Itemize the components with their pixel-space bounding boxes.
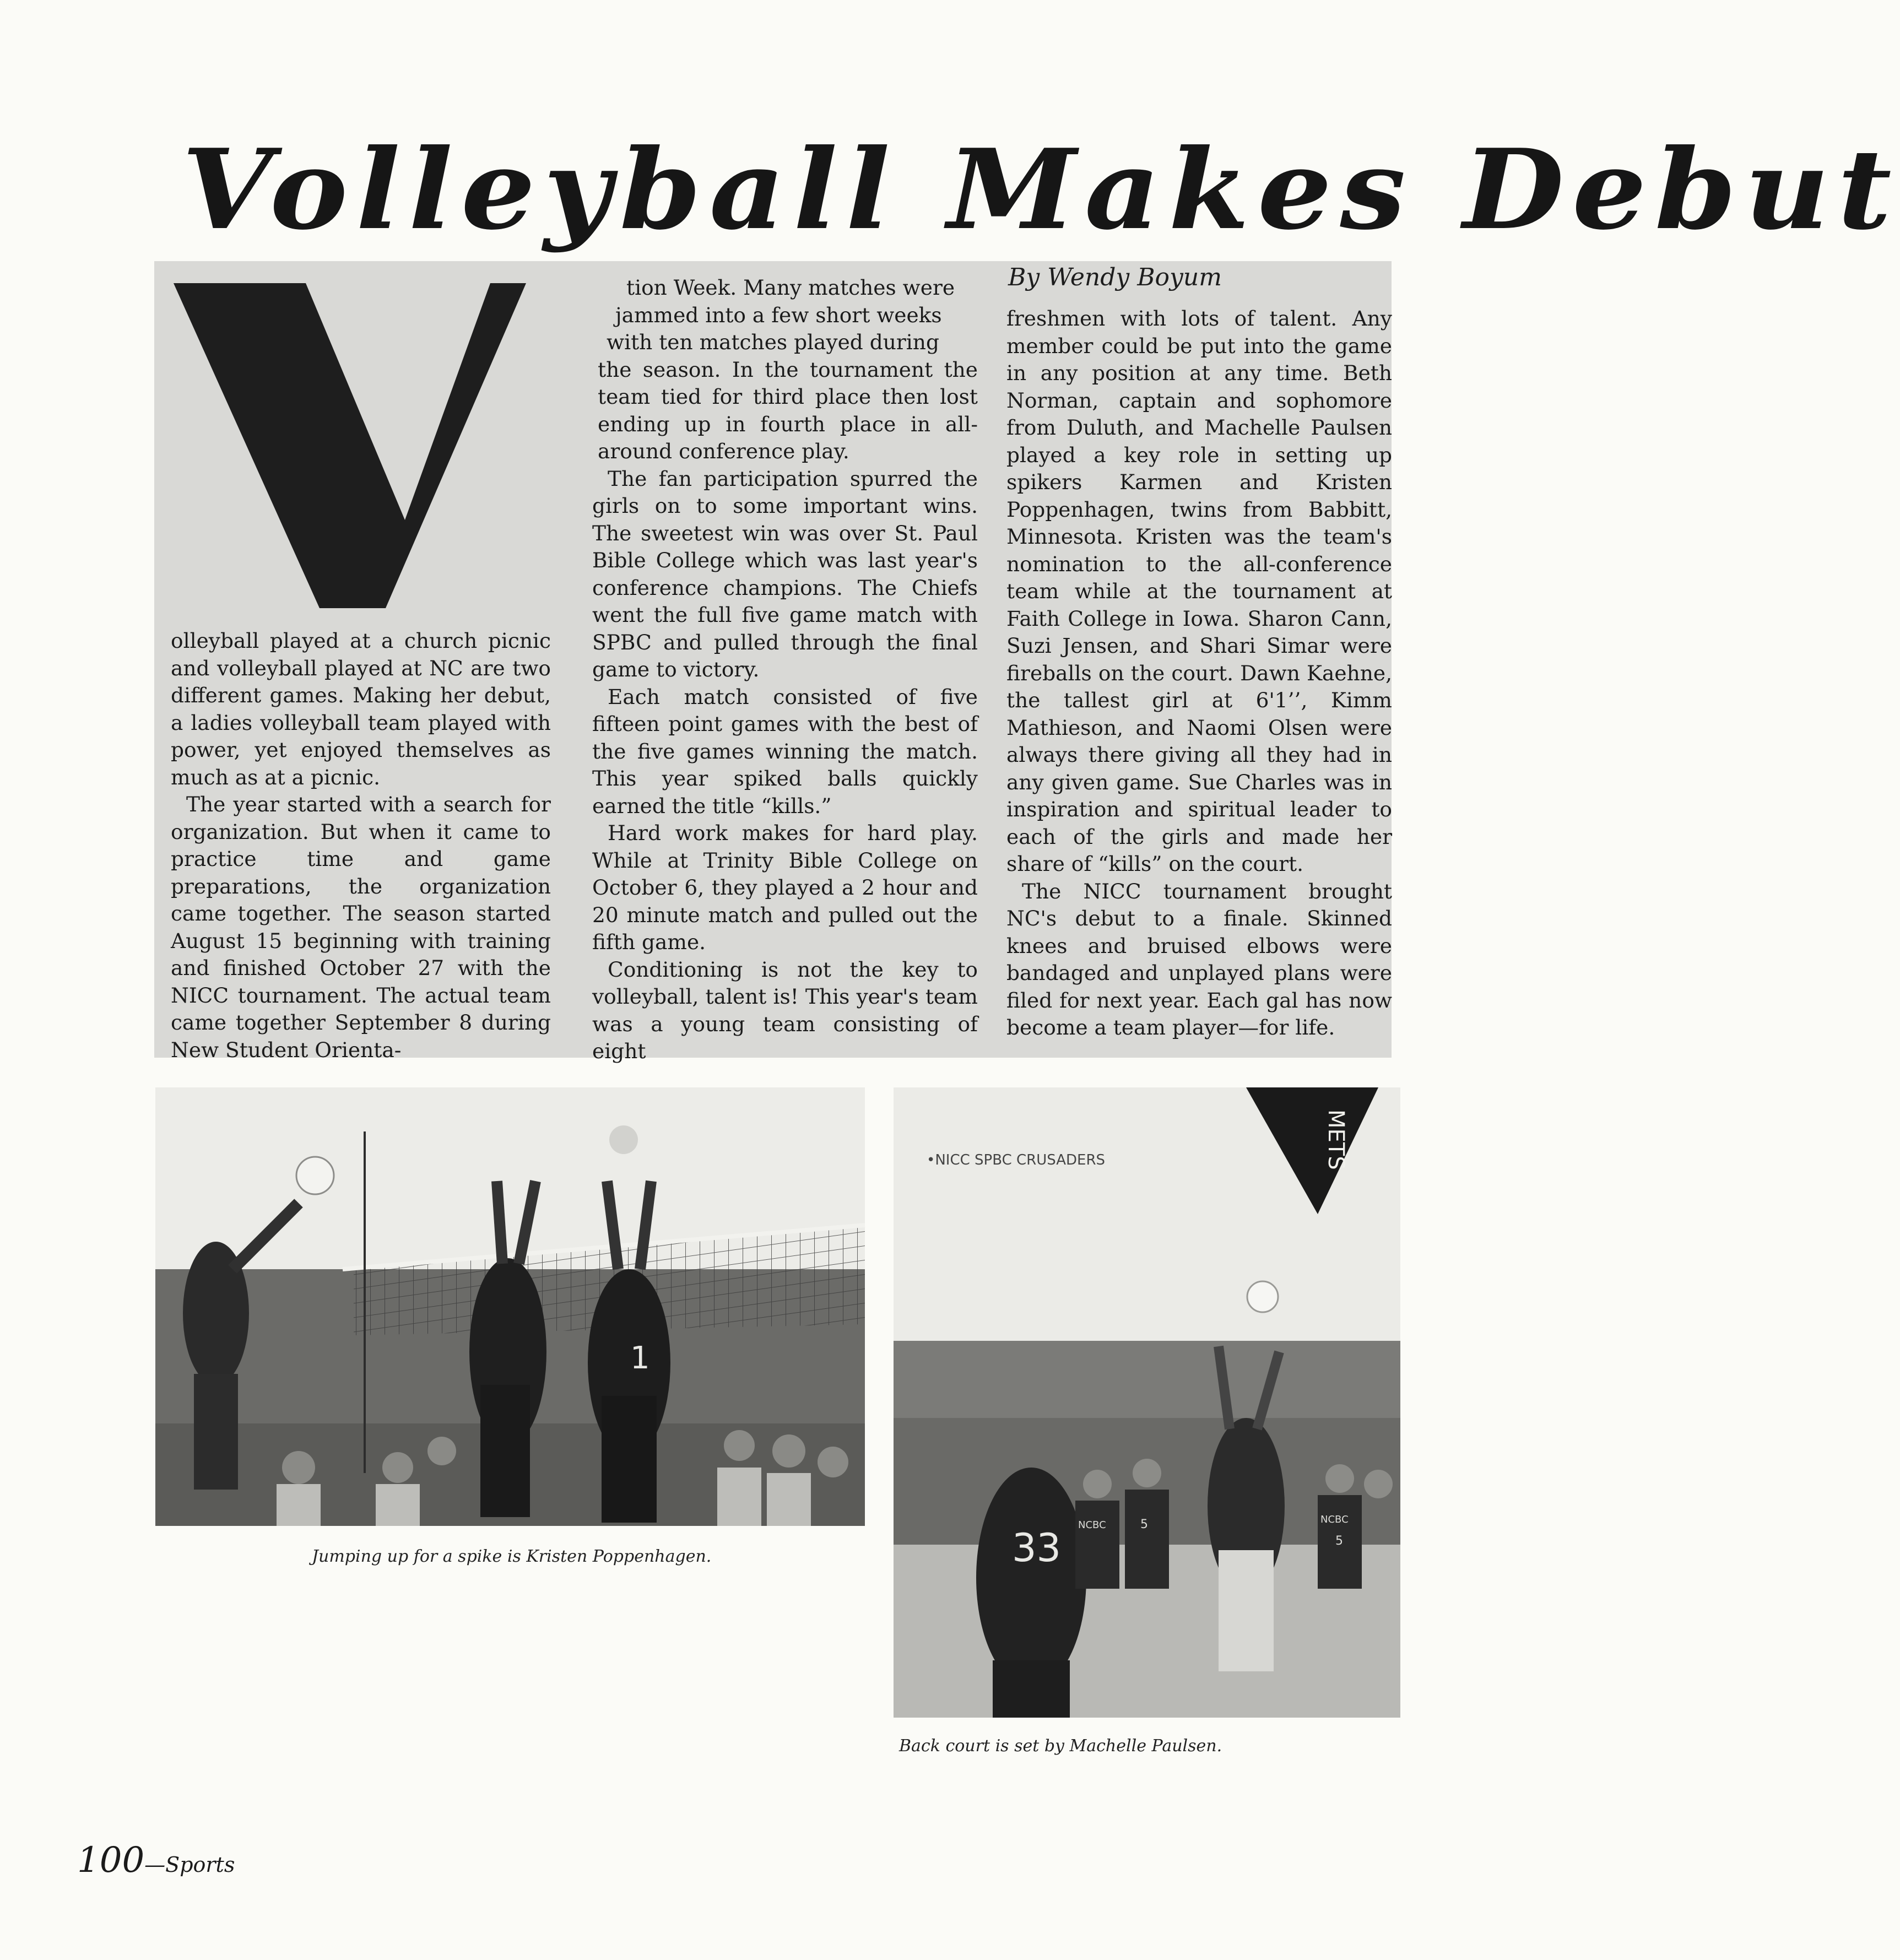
article-column-3 (1006, 305, 1392, 1042)
article-column-1 (171, 627, 551, 1064)
photo-set (894, 1087, 1400, 1718)
page-number: 100 (77, 1840, 145, 1881)
photo2-shirt-number-b: 5 (1335, 1534, 1343, 1548)
photo2-pennant-text: METS (1323, 1109, 1349, 1170)
article-column-2 (592, 274, 978, 1065)
photo1-jersey-number: 1 (630, 1340, 650, 1376)
photo-spike-caption: Jumping up for a spike is Kristen Poppenhagen. (312, 1547, 712, 1566)
column2-paragraph-3: Each match consisted of five fifteen point games with the best of the five games winning the match. This year spiked balls quickly earned the title “kills.” (592, 684, 978, 818)
column2-paragraph-2: The fan participation spurred the girls on to some important wins. The sweetest win was over St. Paul Bible College which was last year's conference champions. The Chiefs went the full five game match with SPBC and pulled through the final game to victory. (592, 466, 978, 681)
column2-paragraph-4: Hard work makes for hard play. While at Trinity Bible College on October 6, they played a 2 hour and 20 minute match and pulled out the fifth game. (592, 821, 978, 954)
page-folio (77, 1840, 235, 1881)
section-label: —Sports (144, 1853, 235, 1877)
column2-paragraph-5: Conditioning is not the key to volleyball, talent is! This year's team was a young team consisting of eight (592, 957, 978, 1063)
photo-set-caption: Back court is set by Machelle Paulsen. (899, 1736, 1222, 1756)
photo2-banner-text: •NICC SPBC CRUSADERS (927, 1152, 1106, 1168)
column2-line-3: with ten matches played during (607, 330, 939, 354)
photo2-shirt-text-2: NCBC (1320, 1514, 1349, 1525)
column2-line-1: tion Week. Many matches were (626, 275, 955, 300)
headline: Volleyball Makes Debut (182, 125, 1900, 255)
photo2-shirt-number-a: 5 (1140, 1518, 1148, 1531)
photo-spike (155, 1087, 865, 1526)
column2-line-2: jammed into a few short weeks (615, 302, 942, 327)
column1-paragraph-2: The year started with a search for organization. But when it came to practice time and game preparations, the organization came together. The season started August 15 beginning with training and finished October 27 with the NICC tournament. The actual team came together September 8 during New Student Orienta- (171, 792, 551, 1062)
column1-paragraph-1: olleyball played at a church picnic and volleyball played at NC are two different games. Making her debut, a ladies volleyball team played with power, yet enjoyed themselves as much as at a picnic. (171, 629, 551, 789)
column3-paragraph-2: The NICC tournament brought NC's debut to a finale. Skinned knees and bruised elbows were bandaged and unplayed plans were filed for next year. Each gal has now become a team player—for life. (1006, 879, 1392, 1039)
drop-cap-v (174, 283, 526, 608)
byline: By Wendy Boyum (1008, 263, 1222, 291)
article-box (154, 261, 1392, 1063)
column2-paragraph-1-rest: the season. In the tournament the team tied for third place then lost ending up in fourth place in all-around conference play. (598, 357, 978, 463)
column3-paragraph-1: freshmen with lots of talent. Any member could be put into the game in any position at any time. Beth Norman, captain and sophomore from Duluth, and Machelle Paulsen played a key role in setting up spikers Karmen and Kristen Poppenhagen, twins from Babbitt, Minnesota. Kristen was the team's nomination to the all-conference team while at the tournament at Faith College in Iowa. Sharon Cann, Suzi Jensen, and Shari Simar were fireballs on the court. Dawn Kaehne, the tallest girl at 6'1’’, Kimm Mathieson, and Naomi Olsen were always there giving all they had in any given game. Sue Charles was in inspiration and spiritual leader to each of the girls and made her share of “kills” on the court. (1006, 306, 1392, 876)
photo2-jersey-number: 33 (1012, 1525, 1062, 1571)
photo2-shirt-text-1: NCBC (1078, 1519, 1106, 1531)
